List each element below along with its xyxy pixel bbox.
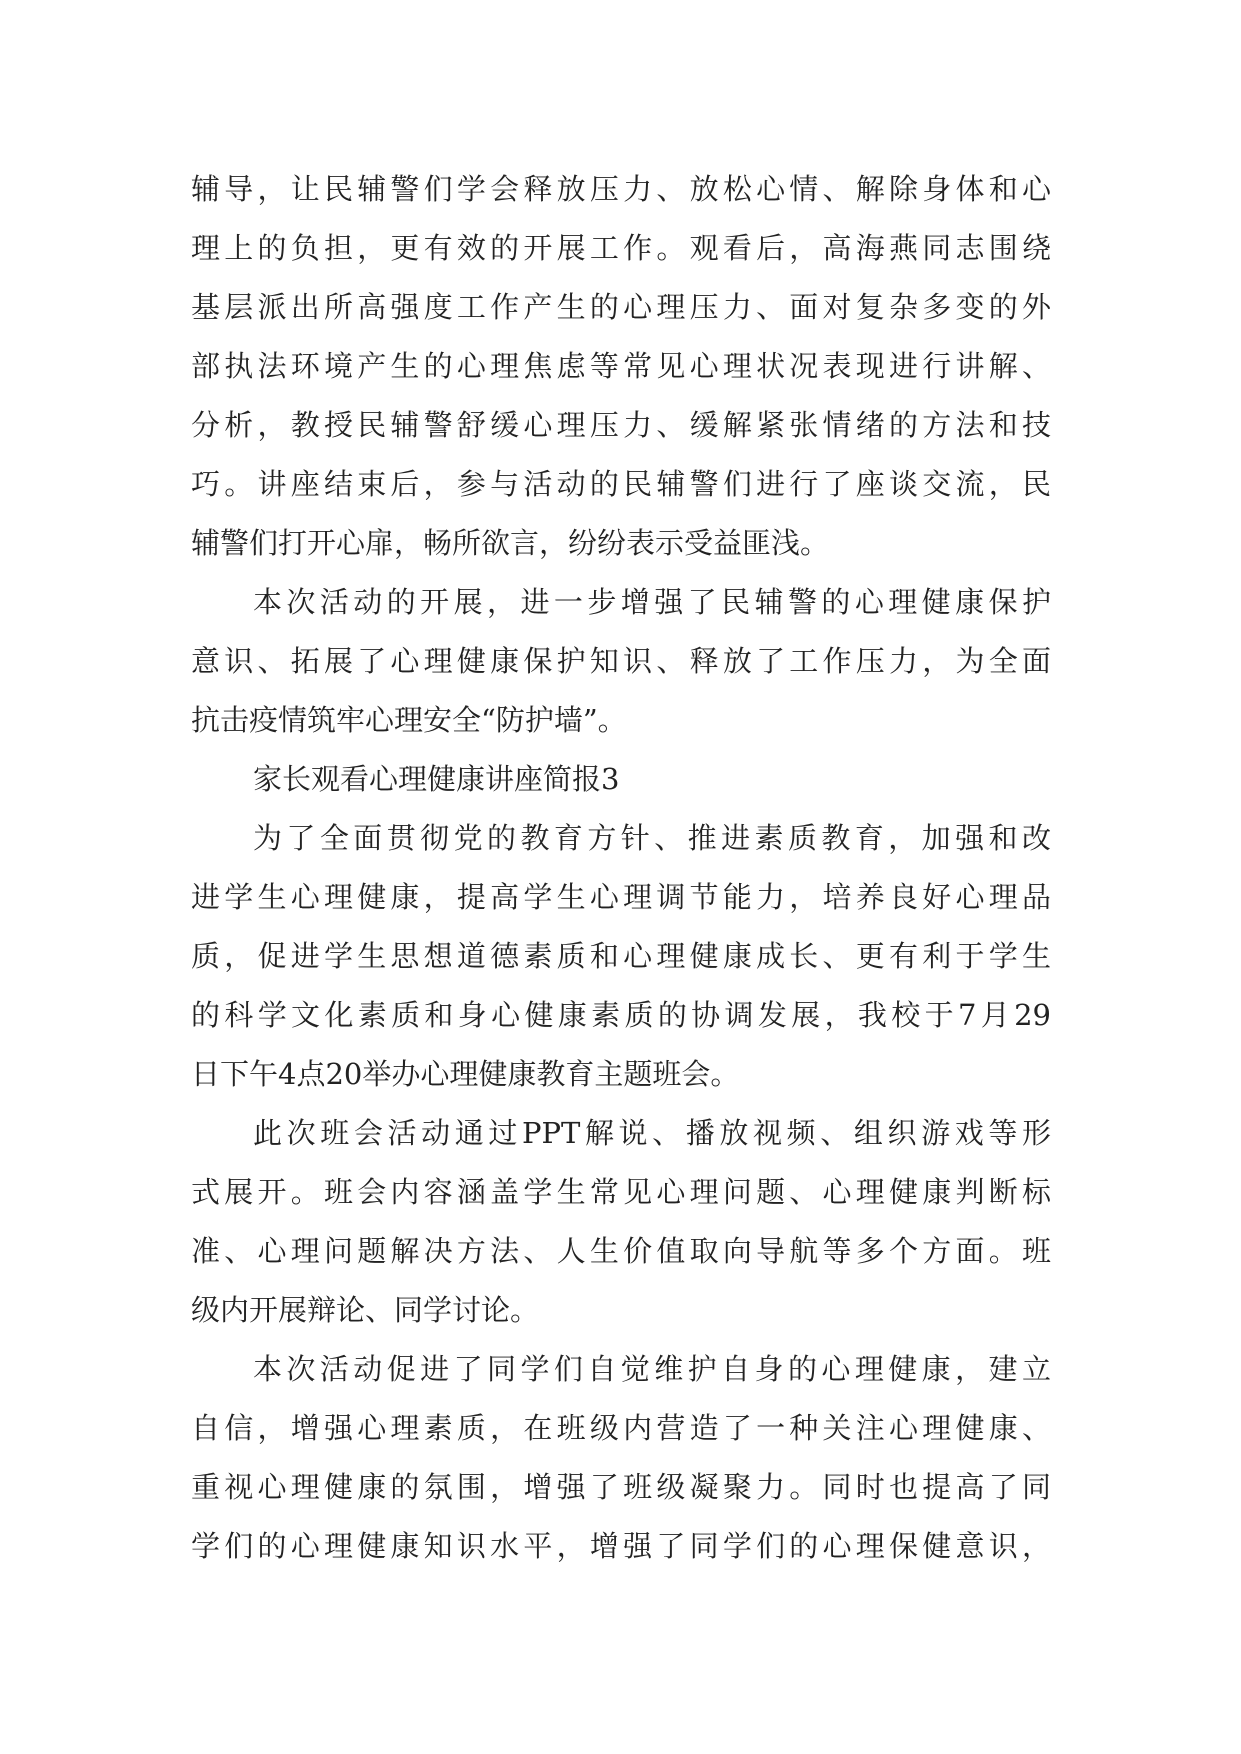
- text-line: 学们的心理健康知识水平，增强了同学们的心理保健意识，: [191, 1529, 1051, 1563]
- text-line: 的科学文化素质和身心健康素质的协调发展，我校于7月29: [191, 998, 1051, 1032]
- text-line: 分析，教授民辅警舒缓心理压力、缓解紧张情绪的方法和技: [191, 408, 1051, 442]
- text-line: 进学生心理健康，提高学生心理调节能力，培养良好心理品: [191, 880, 1051, 914]
- text-line: 基层派出所高强度工作产生的心理压力、面对复杂多变的外: [191, 290, 1051, 324]
- text-line: 重视心理健康的氛围，增强了班级凝聚力。同时也提高了同: [191, 1470, 1051, 1504]
- text-line: 部执法环境产生的心理焦虑等常见心理状况表现进行讲解、: [191, 349, 1051, 383]
- text-line: 辅警们打开心扉，畅所欲言，纷纷表示受益匪浅。: [191, 526, 830, 560]
- paragraph-first-line: 此次班会活动通过PPT解说、播放视频、组织游戏等形: [253, 1116, 1051, 1150]
- text-line: 抗击疫情筑牢心理安全“防护墙”。: [191, 703, 627, 737]
- paragraph-first-line: 本次活动的开展，进一步增强了民辅警的心理健康保护: [253, 585, 1051, 619]
- text-line: 质，促进学生思想道德素质和心理健康成长、更有利于学生: [191, 939, 1051, 973]
- paragraph-first-line: 为了全面贯彻党的教育方针、推进素质教育，加强和改: [253, 821, 1051, 855]
- text-line: 自信，增强心理素质，在班级内营造了一种关注心理健康、: [191, 1411, 1051, 1445]
- text-line: 日下午4点20举办心理健康教育主题班会。: [191, 1057, 740, 1091]
- paragraph-first-line: 家长观看心理健康讲座简报3: [253, 762, 620, 796]
- paragraph-first-line: 本次活动促进了同学们自觉维护自身的心理健康，建立: [253, 1352, 1051, 1386]
- text-line: 式展开。班会内容涵盖学生常见心理问题、心理健康判断标: [191, 1175, 1051, 1209]
- text-line: 准、心理问题解决方法、人生价值取向导航等多个方面。班: [191, 1234, 1051, 1268]
- text-line: 理上的负担，更有效的开展工作。观看后，高海燕同志围绕: [191, 231, 1051, 265]
- text-line: 巧。讲座结束后，参与活动的民辅警们进行了座谈交流，民: [191, 467, 1051, 501]
- text-line: 级内开展辩论、同学讨论。: [191, 1293, 540, 1327]
- document-body: [191, 160, 1051, 1576]
- text-line: 意识、拓展了心理健康保护知识、释放了工作压力，为全面: [191, 644, 1051, 678]
- text-line: 辅导，让民辅警们学会释放压力、放松心情、解除身体和心: [191, 172, 1051, 206]
